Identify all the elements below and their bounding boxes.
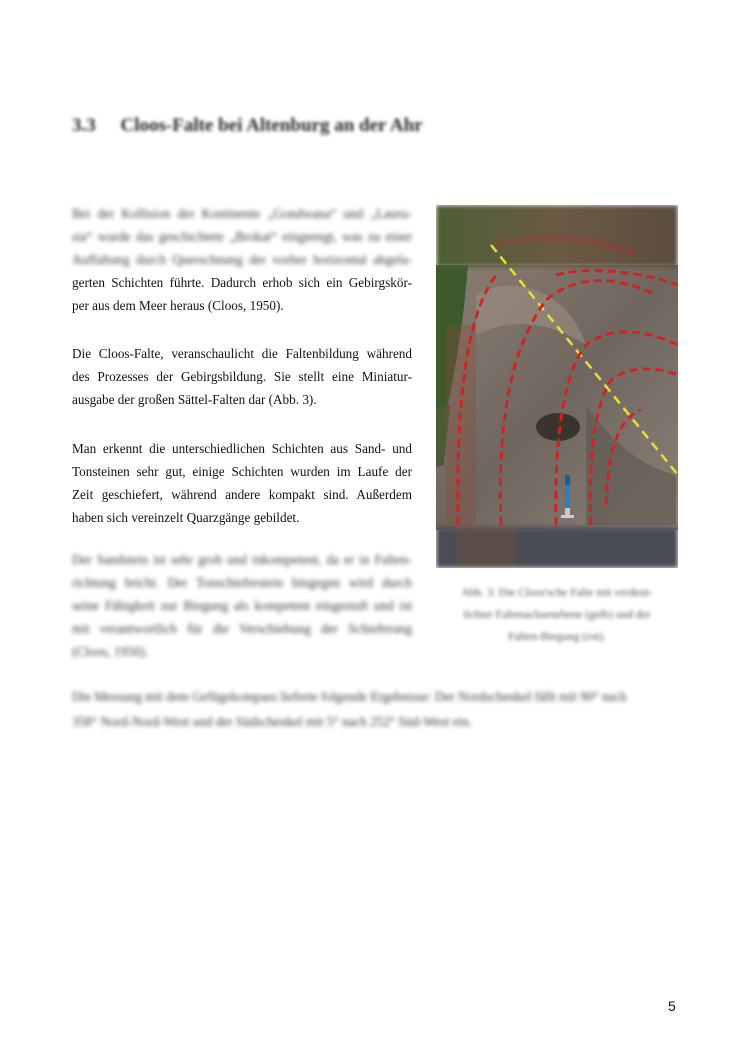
text-line: (Cloos, 1950). [72, 644, 148, 659]
caption-line: Abb. 3: Die Cloos'sche Falte mit verdeut- [461, 587, 653, 599]
text-line: richtung bricht. Der Tonschieferstein hingegen wird durch [72, 575, 412, 590]
paragraph-cloos-fold [72, 342, 412, 411]
text-line: seine Fähigkeit zur Biegung als kompetent eingestuft und ist [72, 598, 412, 613]
caption-line: lichter Faltenachsenebene (gelb) und der [463, 609, 651, 621]
text-line: sia“ wurde das geschichtete „Brokat“ eingeengt, was zu einer [72, 229, 412, 244]
paragraph-measurement [72, 684, 682, 734]
paragraph-sandstone [72, 548, 412, 663]
paragraph-layers [72, 437, 412, 529]
text-line: Zeit geschiefert, während andere kompakt sind. Außerdem [72, 487, 412, 502]
section-title: Cloos-Falte bei Altenburg an der Ahr [120, 115, 423, 136]
text-line: Man erkennt die unterschiedlichen Schichten aus Sand- und [72, 441, 412, 456]
section-heading [72, 115, 423, 137]
caption-line: Falten-Biegung (rot). [508, 631, 606, 643]
page-number: 5 [668, 998, 676, 1014]
text-line: mit verantwortlich für die Verschiebung der Schieferung [72, 621, 412, 636]
text-line: Die Cloos-Falte, veranschaulicht die Faltenbildung während [72, 346, 412, 361]
figure-caption [436, 582, 678, 648]
paragraph-collision [72, 202, 412, 317]
text-line: 358° Nord-Nord-West und der Südschenkel mit 5° nach 252° Süd-West ein. [72, 714, 473, 729]
text-line: per aus dem Meer heraus (Cloos, 1950). [72, 298, 284, 313]
text-line: gerten Schichten führte. Dadurch erhob sich ein Gebirgskör- [72, 275, 412, 290]
text-line: Tonsteinen sehr gut, einige Schichten wurden im Laufe der [72, 464, 412, 479]
text-line: Der Sandstein ist sehr grob und inkompetent, da er in Falten- [72, 552, 412, 567]
text-line: Die Messung mit dem Gefügekompass lieferte folgende Ergebnisse: Der Nordschenkel fällt mit 90° nach [72, 689, 627, 704]
text-line: Auffaltung durch Querschnung der vorher horizontal abgela- [72, 252, 412, 267]
text-line: ausgabe der großen Sättel-Falten dar (Abb. 3). [72, 392, 317, 407]
section-number: 3.3 [72, 115, 96, 136]
text-line: des Prozesses der Gebirgsbildung. Sie stellt eine Miniatur- [72, 369, 412, 384]
text-line: haben sich vereinzelt Quarzgänge gebildet. [72, 510, 300, 525]
text-line: Bei der Kollision der Kontinente „Gondwana“ und „Lauru- [72, 206, 412, 221]
fold-photo [436, 205, 678, 568]
